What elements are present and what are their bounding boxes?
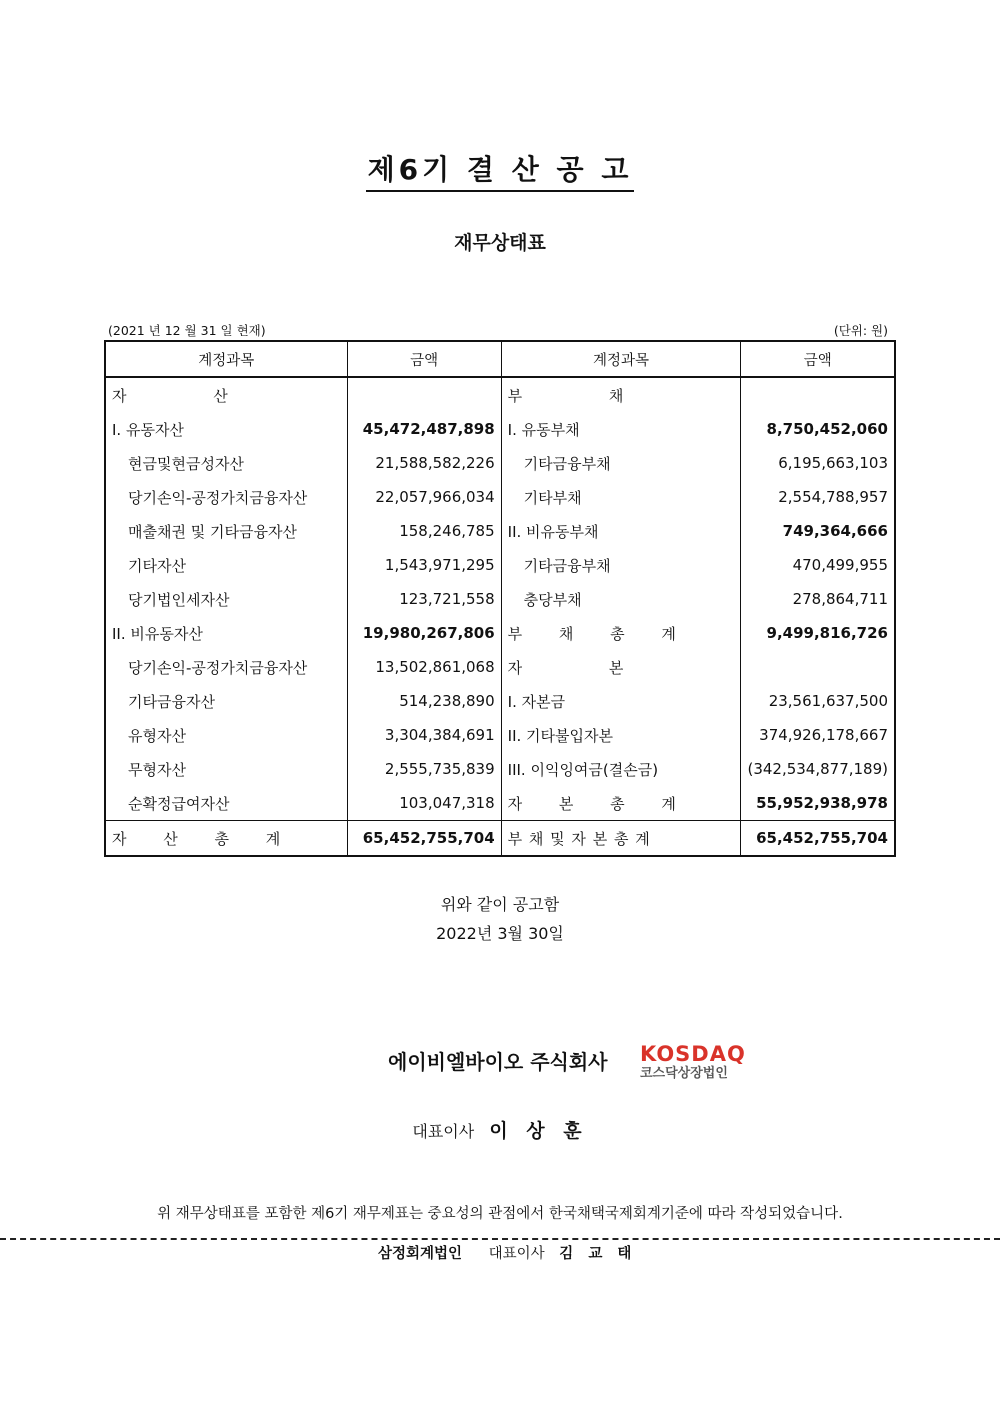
amount-cell: 65,452,755,704 xyxy=(347,821,501,857)
table-row xyxy=(105,548,895,582)
amount-cell: 6,195,663,103 xyxy=(741,446,895,480)
account-name: 당기손익-공정가치금융자산 xyxy=(105,480,347,514)
table-row xyxy=(105,582,895,616)
total-assets-label: 자 산 총 계 xyxy=(105,821,347,857)
account-name: 현금및현금성자산 xyxy=(105,446,347,480)
amount-cell: 8,750,452,060 xyxy=(741,412,895,446)
table-header-row xyxy=(105,341,895,377)
announcement-date: 2022년 3월 30일 xyxy=(436,924,564,943)
reporting-date: (2021 년 12 월 31 일 현재) xyxy=(108,323,266,338)
amount-cell: 21,588,582,226 xyxy=(347,446,501,480)
amount-cell xyxy=(347,377,501,412)
unit-note: (단위: 원) xyxy=(833,323,888,338)
section-assets-label: 자 산 xyxy=(105,377,347,412)
account-name: 무형자산 xyxy=(105,752,347,786)
account-name: I. 유동부채 xyxy=(501,412,741,446)
section-equity-label: 자 본 xyxy=(501,650,741,684)
auditor-ceo-label: 대표이사 xyxy=(488,1246,545,1262)
total-liabilities-label: 부 채 총 계 xyxy=(501,616,741,650)
amount-cell: 13,502,861,068 xyxy=(347,650,501,684)
total-equity-label: 자 본 총 계 xyxy=(501,786,741,821)
ceo-line xyxy=(0,1116,1000,1143)
account-name: I. 자본금 xyxy=(501,684,741,718)
amount-cell: 749,364,666 xyxy=(741,514,895,548)
header-account-right: 계정과목 xyxy=(501,341,741,377)
amount-cell: 19,980,267,806 xyxy=(347,616,501,650)
account-name: 기타금융자산 xyxy=(105,684,347,718)
document-title: 제6기 결 산 공 고 xyxy=(0,148,1000,188)
balance-sheet-table xyxy=(104,340,896,857)
amount-cell: 123,721,558 xyxy=(347,582,501,616)
amount-cell: 55,952,938,978 xyxy=(741,786,895,821)
amount-cell: 2,554,788,957 xyxy=(741,480,895,514)
account-name: I. 유동자산 xyxy=(105,412,347,446)
ceo-name: 이 상 훈 xyxy=(489,1120,588,1142)
table-row xyxy=(105,514,895,548)
account-name: 기타부채 xyxy=(501,480,741,514)
auditor-firm: 삼정회계법인 xyxy=(378,1246,463,1262)
audit-note: 위 재무상태표를 포함한 제6기 재무제표는 중요성의 관점에서 한국채택국제회계기준에 따라 작성되었습니다. xyxy=(157,1206,843,1222)
account-name: II. 비유동자산 xyxy=(105,616,347,650)
ceo-label: 대표이사 xyxy=(412,1122,475,1141)
table-row xyxy=(105,480,895,514)
statement-title: 재무상태표 xyxy=(454,232,546,254)
amount-cell: 158,246,785 xyxy=(347,514,501,548)
totals-row xyxy=(105,821,895,857)
table-row xyxy=(105,684,895,718)
account-name: II. 비유동부채 xyxy=(501,514,741,548)
section-liabilities-label: 부 채 xyxy=(501,377,741,412)
amount-cell: 374,926,178,667 xyxy=(741,718,895,752)
table-row xyxy=(105,786,895,821)
kosdaq-listed-text: 코스닥상장법인 xyxy=(640,1066,728,1081)
account-name: 충당부채 xyxy=(501,582,741,616)
kosdaq-logo-text: KOSDAQ xyxy=(640,1042,746,1066)
amount-cell: 45,472,487,898 xyxy=(347,412,501,446)
table-row xyxy=(105,446,895,480)
table-row xyxy=(105,718,895,752)
account-name: 기타자산 xyxy=(105,548,347,582)
auditor-line xyxy=(378,1242,636,1263)
account-name: 유형자산 xyxy=(105,718,347,752)
amount-cell: 2,555,735,839 xyxy=(347,752,501,786)
total-liabilities-equity-label: 부 채 및 자 본 총 계 xyxy=(501,821,741,857)
amount-cell xyxy=(741,650,895,684)
amount-cell: 22,057,966,034 xyxy=(347,480,501,514)
header-amount-left: 금액 xyxy=(347,341,501,377)
auditor-ceo-name: 김 교 태 xyxy=(559,1246,637,1262)
table-row xyxy=(105,377,895,412)
header-amount-right: 금액 xyxy=(741,341,895,377)
amount-cell: 1,543,971,295 xyxy=(347,548,501,582)
amount-cell: 23,561,637,500 xyxy=(741,684,895,718)
account-name: 기타금융부채 xyxy=(501,446,741,480)
amount-cell: 470,499,955 xyxy=(741,548,895,582)
table-row xyxy=(105,616,895,650)
company-name: 에이비엘바이오 주식회사 xyxy=(388,1050,608,1074)
amount-cell: 278,864,711 xyxy=(741,582,895,616)
account-name: 매출채권 및 기타금융자산 xyxy=(105,514,347,548)
account-name: II. 기타불입자본 xyxy=(501,718,741,752)
table-row xyxy=(105,650,895,684)
account-name: 당기법인세자산 xyxy=(105,582,347,616)
account-name: 당기손익-공정가치금융자산 xyxy=(105,650,347,684)
account-name: III. 이익잉여금(결손금) xyxy=(501,752,741,786)
header-account-left: 계정과목 xyxy=(105,341,347,377)
amount-cell: 514,238,890 xyxy=(347,684,501,718)
table-row xyxy=(105,412,895,446)
amount-cell: 9,499,816,726 xyxy=(741,616,895,650)
amount-cell: 3,304,384,691 xyxy=(347,718,501,752)
dashed-divider xyxy=(0,1238,1000,1240)
amount-cell: (342,534,877,189) xyxy=(741,752,895,786)
account-name: 순확정급여자산 xyxy=(105,786,347,821)
amount-cell xyxy=(741,377,895,412)
kosdaq-logo xyxy=(640,1043,752,1087)
announcement-text: 위와 같이 공고함 xyxy=(440,895,560,914)
amount-cell: 65,452,755,704 xyxy=(741,821,895,857)
amount-cell: 103,047,318 xyxy=(347,786,501,821)
account-name: 기타금융부채 xyxy=(501,548,741,582)
table-row xyxy=(105,752,895,786)
